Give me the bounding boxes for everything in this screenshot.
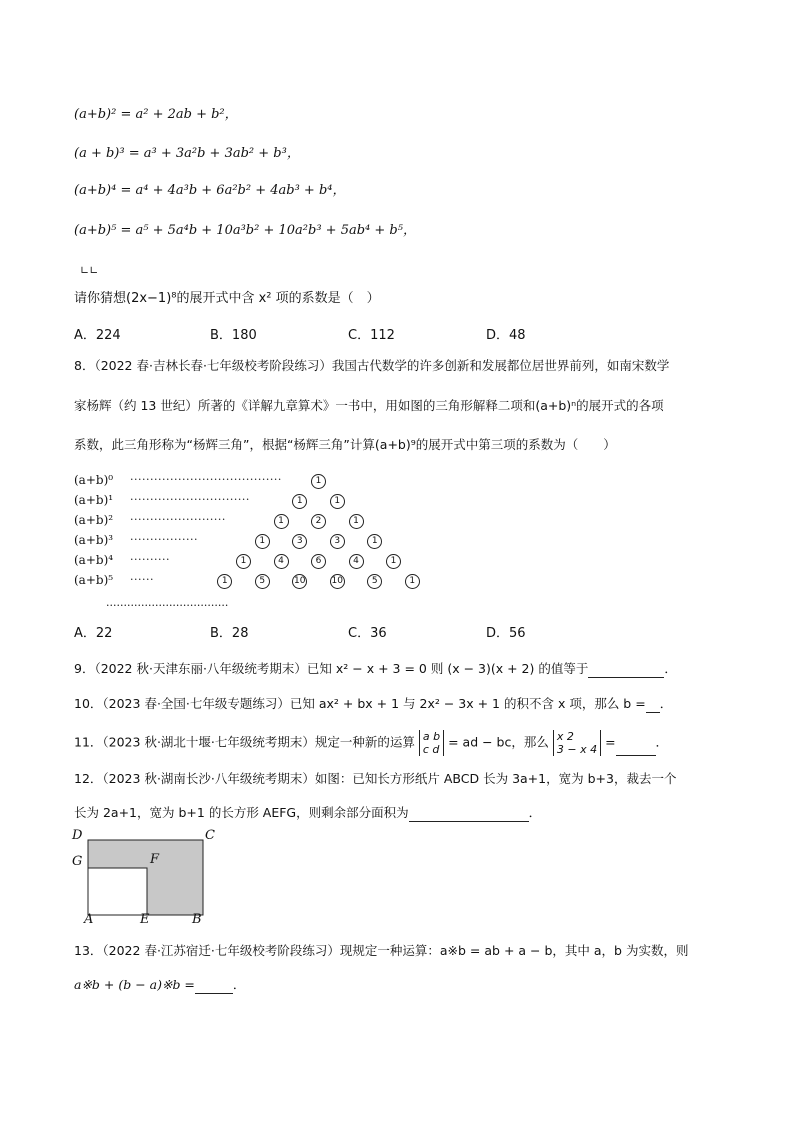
q7-option-b: B．180 [210, 328, 257, 343]
q7-option-d: D．48 [486, 328, 526, 343]
q11-tail: ． [655, 734, 669, 750]
q10-text: 10．（2023 春·全国·七年级专题练习）已知 ax² + bx + 1 与 2x² − 3x + 1 的积不含 x 项，那么 b = [74, 696, 646, 711]
triangle-coefficient: 1 [292, 494, 307, 509]
q9 [74, 660, 677, 678]
label-g: G [72, 854, 83, 869]
q10-answer-blank[interactable] [646, 700, 660, 713]
triangle-row-dots: ······································ [130, 473, 282, 486]
triangle-coefficient: 10 [292, 574, 307, 589]
q7-option-c: C．112 [348, 328, 395, 343]
triangle-row-dots: ······ [130, 573, 154, 586]
triangle-coefficient: 6 [311, 554, 326, 569]
q13-line2-wrap [74, 976, 245, 994]
rectangle-diagram [72, 830, 222, 930]
q11-text: 11．（2023 秋·湖北十堰·七年级统考期末）规定一种新的运算 [74, 734, 415, 750]
q12-line2-wrap [74, 804, 541, 822]
triangle-coefficient: 10 [330, 574, 345, 589]
q8-option-b: B．28 [210, 626, 249, 641]
triangle-coefficient: 3 [292, 534, 307, 549]
q11-determinant-question: x 2 3 − x 4 [553, 730, 601, 756]
q8-option-a: A．22 [74, 626, 113, 641]
triangle-coefficient: 4 [274, 554, 289, 569]
label-c: C [205, 828, 215, 843]
q13-answer-blank[interactable] [195, 981, 233, 994]
triangle-row-label: (a+b)¹ [74, 493, 114, 507]
expansion-fourth: (a+b)⁴ = a⁴ + 4a³b + 6a²b² + 4ab³ + b⁴， [74, 183, 346, 198]
triangle-coefficient: 4 [349, 554, 364, 569]
q7-option-a: A．224 [74, 328, 121, 343]
triangle-coefficient: 1 [349, 514, 364, 529]
q9-text: 9．（2022 秋·天津东丽·八年级统考期末）已知 x² − x + 3 = 0 则 (x − 3)(x + 2) 的值等于 [74, 661, 589, 676]
q8-option-c: C．36 [348, 626, 387, 641]
q11-equals: = [605, 734, 616, 750]
q13-line1: 13．（2022 春·江苏宿迁·七年级校考阶段练习）现规定一种运算：a※b = ab + a − b，其中 a，b 为实数，则 [74, 943, 689, 958]
triangle-coefficient: 1 [386, 554, 401, 569]
q12-end: ． [528, 805, 542, 820]
triangle-row-dots: ························ [130, 513, 226, 526]
q13-line2: a※b + (b − a)※b = [74, 977, 195, 992]
q8-line2: 家杨辉（约 13 世纪）所著的《详解九章算术》一书中，用如图的三角形解释二项和(a+b)ⁿ的展开式的各项 [74, 398, 664, 413]
triangle-coefficient: 1 [236, 554, 251, 569]
triangle-coefficient: 1 [405, 574, 420, 589]
expansion-square: (a+b)² = a² + 2ab + b²， [74, 107, 238, 122]
triangle-coefficient: 1 [330, 494, 345, 509]
triangle-row-label: (a+b)⁰ [74, 473, 114, 487]
triangle-row-label: (a+b)² [74, 513, 114, 527]
triangle-coefficient: 1 [217, 574, 232, 589]
label-b: B [192, 912, 202, 927]
q9-end: ． [664, 661, 677, 676]
ellipsis-mark: ∟∟ [80, 264, 99, 277]
triangle-row-dots: ······························ [130, 493, 250, 506]
q10-end: ． [659, 696, 673, 711]
triangle-continuation-dots: ··································· [106, 599, 229, 612]
triangle-coefficient: 1 [255, 534, 270, 549]
triangle-row-label: (a+b)⁴ [74, 553, 114, 567]
q11-answer-blank[interactable] [616, 743, 656, 756]
triangle-coefficient: 1 [274, 514, 289, 529]
label-e: E [140, 912, 150, 927]
triangle-coefficient: 2 [311, 514, 326, 529]
triangle-row-label: (a+b)⁵ [74, 573, 114, 587]
label-d: D [72, 828, 83, 843]
rectangle-aefg [88, 868, 147, 915]
q8-line3: 系数，此三角形称为“杨辉三角”，根据“杨辉三角”计算(a+b)⁹的展开式中第三项的系数为（ ） [74, 437, 616, 452]
triangle-coefficient: 5 [255, 574, 270, 589]
triangle-coefficient: 1 [311, 474, 326, 489]
q9-answer-blank[interactable] [588, 665, 664, 678]
q11-determinant-rule: a b c d [419, 730, 444, 756]
q12-line1: 12．（2023 秋·湖南长沙·八年级统考期末）如图：已知长方形纸片 ABCD 长为 3a+1，宽为 b+3，裁去一个 [74, 771, 677, 786]
expansion-cube: (a + b)³ = a³ + 3a²b + 3ab² + b³， [74, 146, 300, 161]
q12-line2: 长为 2a+1，宽为 b+1 的长方形 AEFG，则剩余部分面积为 [74, 805, 409, 820]
q10 [74, 695, 672, 713]
triangle-coefficient: 5 [367, 574, 382, 589]
q11-rule: = ad − bc，那么 [448, 734, 549, 750]
q7-prompt: 请你猜想(2x−1)⁸的展开式中含 x² 项的系数是（ ） [74, 291, 380, 306]
triangle-coefficient: 1 [367, 534, 382, 549]
q11 [74, 730, 668, 756]
expansion-fifth: (a+b)⁵ = a⁵ + 5a⁴b + 10a³b² + 10a²b³ + 5ab⁴ + b⁵， [74, 223, 416, 238]
triangle-row-label: (a+b)³ [74, 533, 114, 547]
label-f: F [150, 852, 160, 867]
q8-line1: 8．（2022 春·吉林长春·七年级校考阶段练习）我国古代数学的许多创新和发展都位居世界前列，如南宋数学 [74, 358, 670, 373]
label-a: A [84, 912, 94, 927]
q12-answer-blank[interactable] [409, 809, 529, 822]
triangle-row-dots: ·········· [130, 553, 170, 566]
q13-end: ． [232, 977, 246, 992]
q8-option-d: D．56 [486, 626, 526, 641]
triangle-coefficient: 3 [330, 534, 345, 549]
triangle-row-dots: ················· [130, 533, 198, 546]
